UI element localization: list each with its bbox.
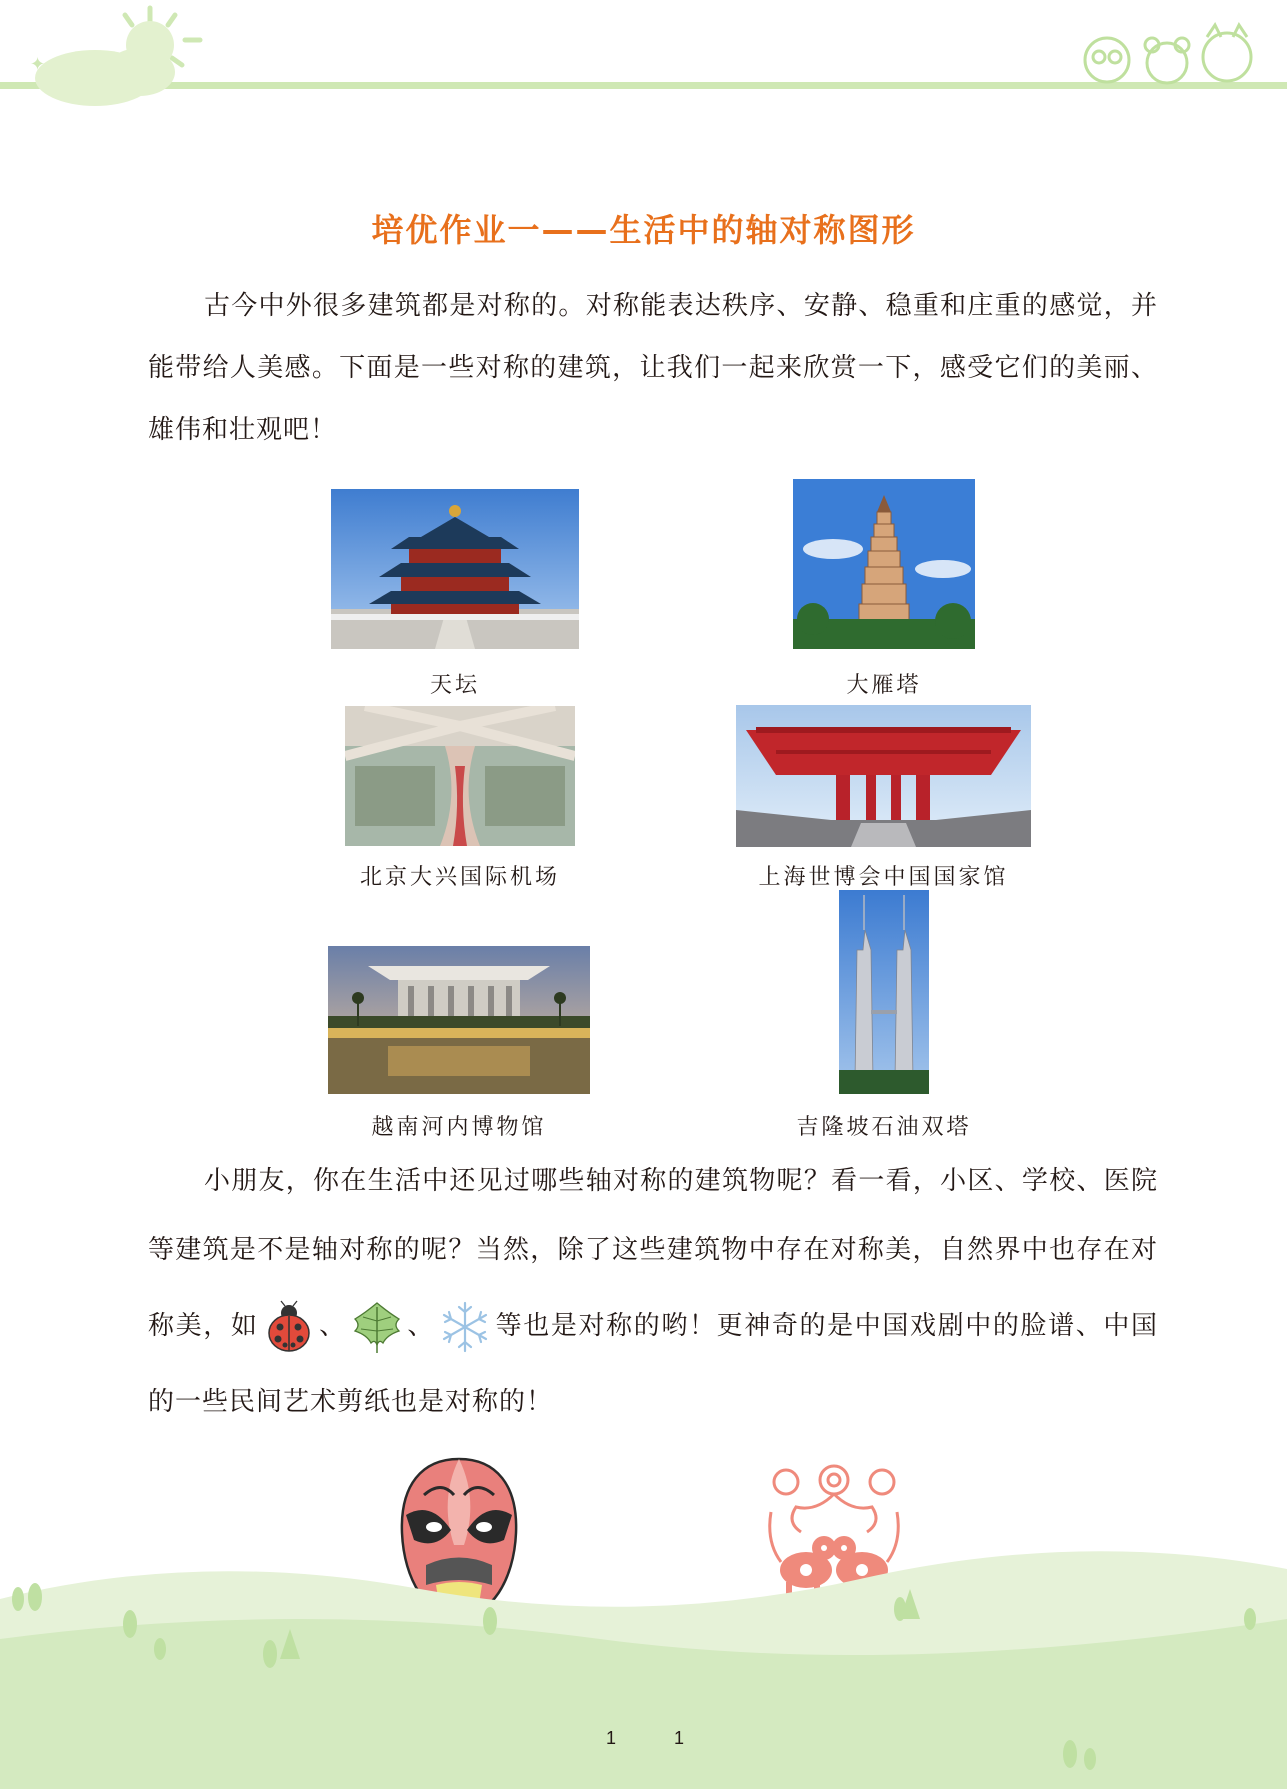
caption-big-wild-goose-pagoda: 大雁塔 [846, 673, 922, 698]
daxing-airport-photo [345, 706, 575, 846]
caption-temple-of-heaven: 天坛 [429, 673, 480, 698]
sun-cloud-decoration [0, 0, 220, 120]
separator-1: 、 [318, 1311, 347, 1341]
caption-petronas-towers: 吉隆坡石油双塔 [796, 1115, 972, 1140]
separator-2: 、 [406, 1311, 435, 1341]
landscape-footer-decoration [0, 1509, 1287, 1789]
vietnam-museum-photo [328, 946, 590, 1094]
temple-of-heaven-photo [331, 489, 579, 649]
page-number-left: 1 [606, 1728, 617, 1748]
snowflake-icon [437, 1299, 493, 1355]
nature-paragraph [148, 1150, 1158, 1440]
leaf-icon [349, 1299, 405, 1355]
nature-paragraph-text-a: 小朋友，你在生活中还见过哪些轴对称的建筑物呢？看一看，小区、学校、医院等建筑是不是轴对称的呢？当然，除了这些建筑物中存在对称美，自然界中也 [148, 1166, 1158, 1265]
petronas-towers-photo [839, 890, 929, 1094]
page-number-right: 1 [674, 1728, 685, 1748]
svg-text:✦: ✦ [30, 54, 46, 75]
page-title: 培优作业一——生活中的轴对称图形 [371, 211, 916, 249]
nature-paragraph-text-c: 等也是对称的哟！更神奇的是中国戏剧中的脸谱、中国的一些民间艺术剪纸也是对称的！ [148, 1311, 1158, 1417]
caption-china-pavilion: 上海世博会中国国家馆 [758, 865, 1009, 890]
big-wild-goose-pagoda-photo [793, 479, 975, 649]
nature-paragraph-text-b: 存在对称美，如 [148, 1235, 1158, 1341]
animal-faces-decoration [1067, 15, 1267, 90]
intro-paragraph: 古今中外很多建筑都是对称的。对称能表达秩序、安静、稳重和庄重的感觉，并能带给人美感。下面是一些对称的建筑，让我们一起来欣赏一下，感受它们的美丽、雄伟和壮观吧！ [148, 291, 1158, 445]
china-pavilion-photo [736, 705, 1031, 847]
caption-daxing-airport: 北京大兴国际机场 [359, 865, 560, 890]
caption-vietnam-museum: 越南河内博物馆 [371, 1115, 547, 1140]
ladybug-icon [261, 1299, 317, 1355]
